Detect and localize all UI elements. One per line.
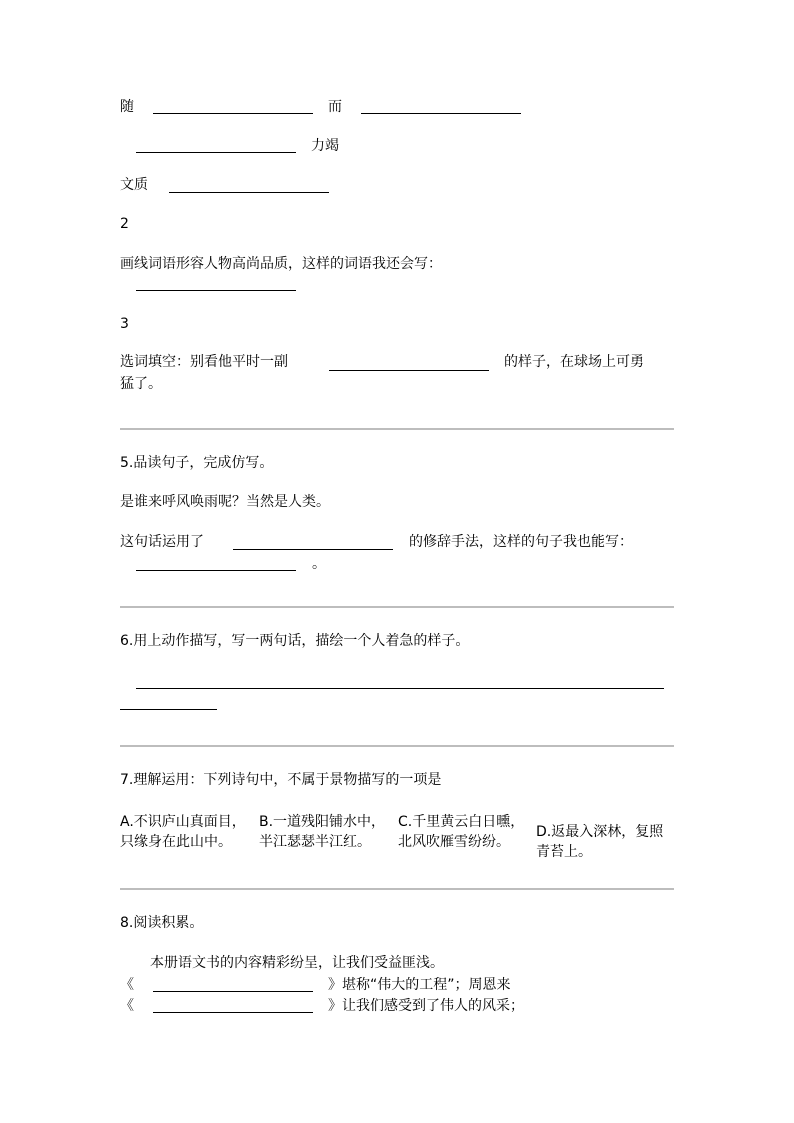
option-d[interactable]: D.返最入深林，复照青苔上。: [536, 824, 664, 860]
word-label-sui: 随: [120, 99, 134, 115]
answer-blank[interactable]: [233, 549, 393, 550]
answer-line[interactable]: [120, 709, 217, 710]
word-label-er: 而: [328, 99, 342, 115]
question-title: 8.阅读积累。: [120, 915, 204, 931]
answer-blank[interactable]: [169, 192, 329, 193]
sentence-end: 。: [312, 556, 326, 572]
question-prompt: 这句话运用了: [120, 534, 204, 550]
answer-blank[interactable]: [136, 570, 296, 571]
question-prompt: 选词填空：别看他平时一副: [120, 354, 288, 370]
question-title: 7.理解运用：下列诗句中，不属于景物描写的一项是: [120, 772, 442, 788]
book-quote-open: 《: [120, 977, 134, 993]
answer-blank[interactable]: [361, 113, 521, 114]
section-divider: [120, 888, 674, 890]
example-sentence: 是谁来呼风唤雨呢？当然是人类。: [120, 494, 330, 510]
answer-blank[interactable]: [153, 113, 313, 114]
word-label-lijie: 力竭: [311, 138, 339, 154]
book-quote-open: 《: [120, 998, 134, 1014]
option-a[interactable]: A.不识庐山真面目，只缘身在此山中。: [120, 814, 246, 850]
answer-blank[interactable]: [136, 290, 296, 291]
question-prompt-cont: 的修辞手法，这样的句子我也能写：: [409, 534, 633, 550]
question-number: 3: [120, 316, 129, 332]
answer-blank[interactable]: [153, 991, 313, 992]
answer-line[interactable]: [136, 688, 664, 689]
question-title: 5.品读句子，完成仿写。: [120, 455, 274, 471]
question-prompt-cont: 猛了。: [120, 376, 162, 392]
reading-intro: 本册语文书的内容精彩纷呈，让我们受益匪浅。: [150, 955, 444, 971]
option-b[interactable]: B.一道残阳铺水中，半江瑟瑟半江红。: [259, 814, 386, 850]
answer-blank[interactable]: [153, 1012, 313, 1013]
section-divider: [120, 745, 674, 747]
option-c[interactable]: C.千里黄云白日曛，北风吹雁雪纷纷。: [398, 814, 525, 850]
section-divider: [120, 606, 674, 608]
answer-blank[interactable]: [329, 370, 489, 371]
question-title: 6.用上动作描写，写一两句话，描绘一个人着急的样子。: [120, 633, 470, 649]
reading-line: 》让我们感受到了伟人的风采；: [328, 998, 524, 1014]
reading-line: 》堪称“伟大的工程”；周恩来: [328, 977, 511, 993]
word-label-wenzhi: 文质: [120, 177, 148, 193]
question-prompt: 画线词语形容人物高尚品质，这样的词语我还会写：: [120, 256, 442, 272]
answer-blank[interactable]: [136, 152, 296, 153]
question-prompt-cont: 的样子，在球场上可勇: [504, 354, 644, 370]
question-number: 2: [120, 216, 129, 232]
section-divider: [120, 428, 674, 430]
